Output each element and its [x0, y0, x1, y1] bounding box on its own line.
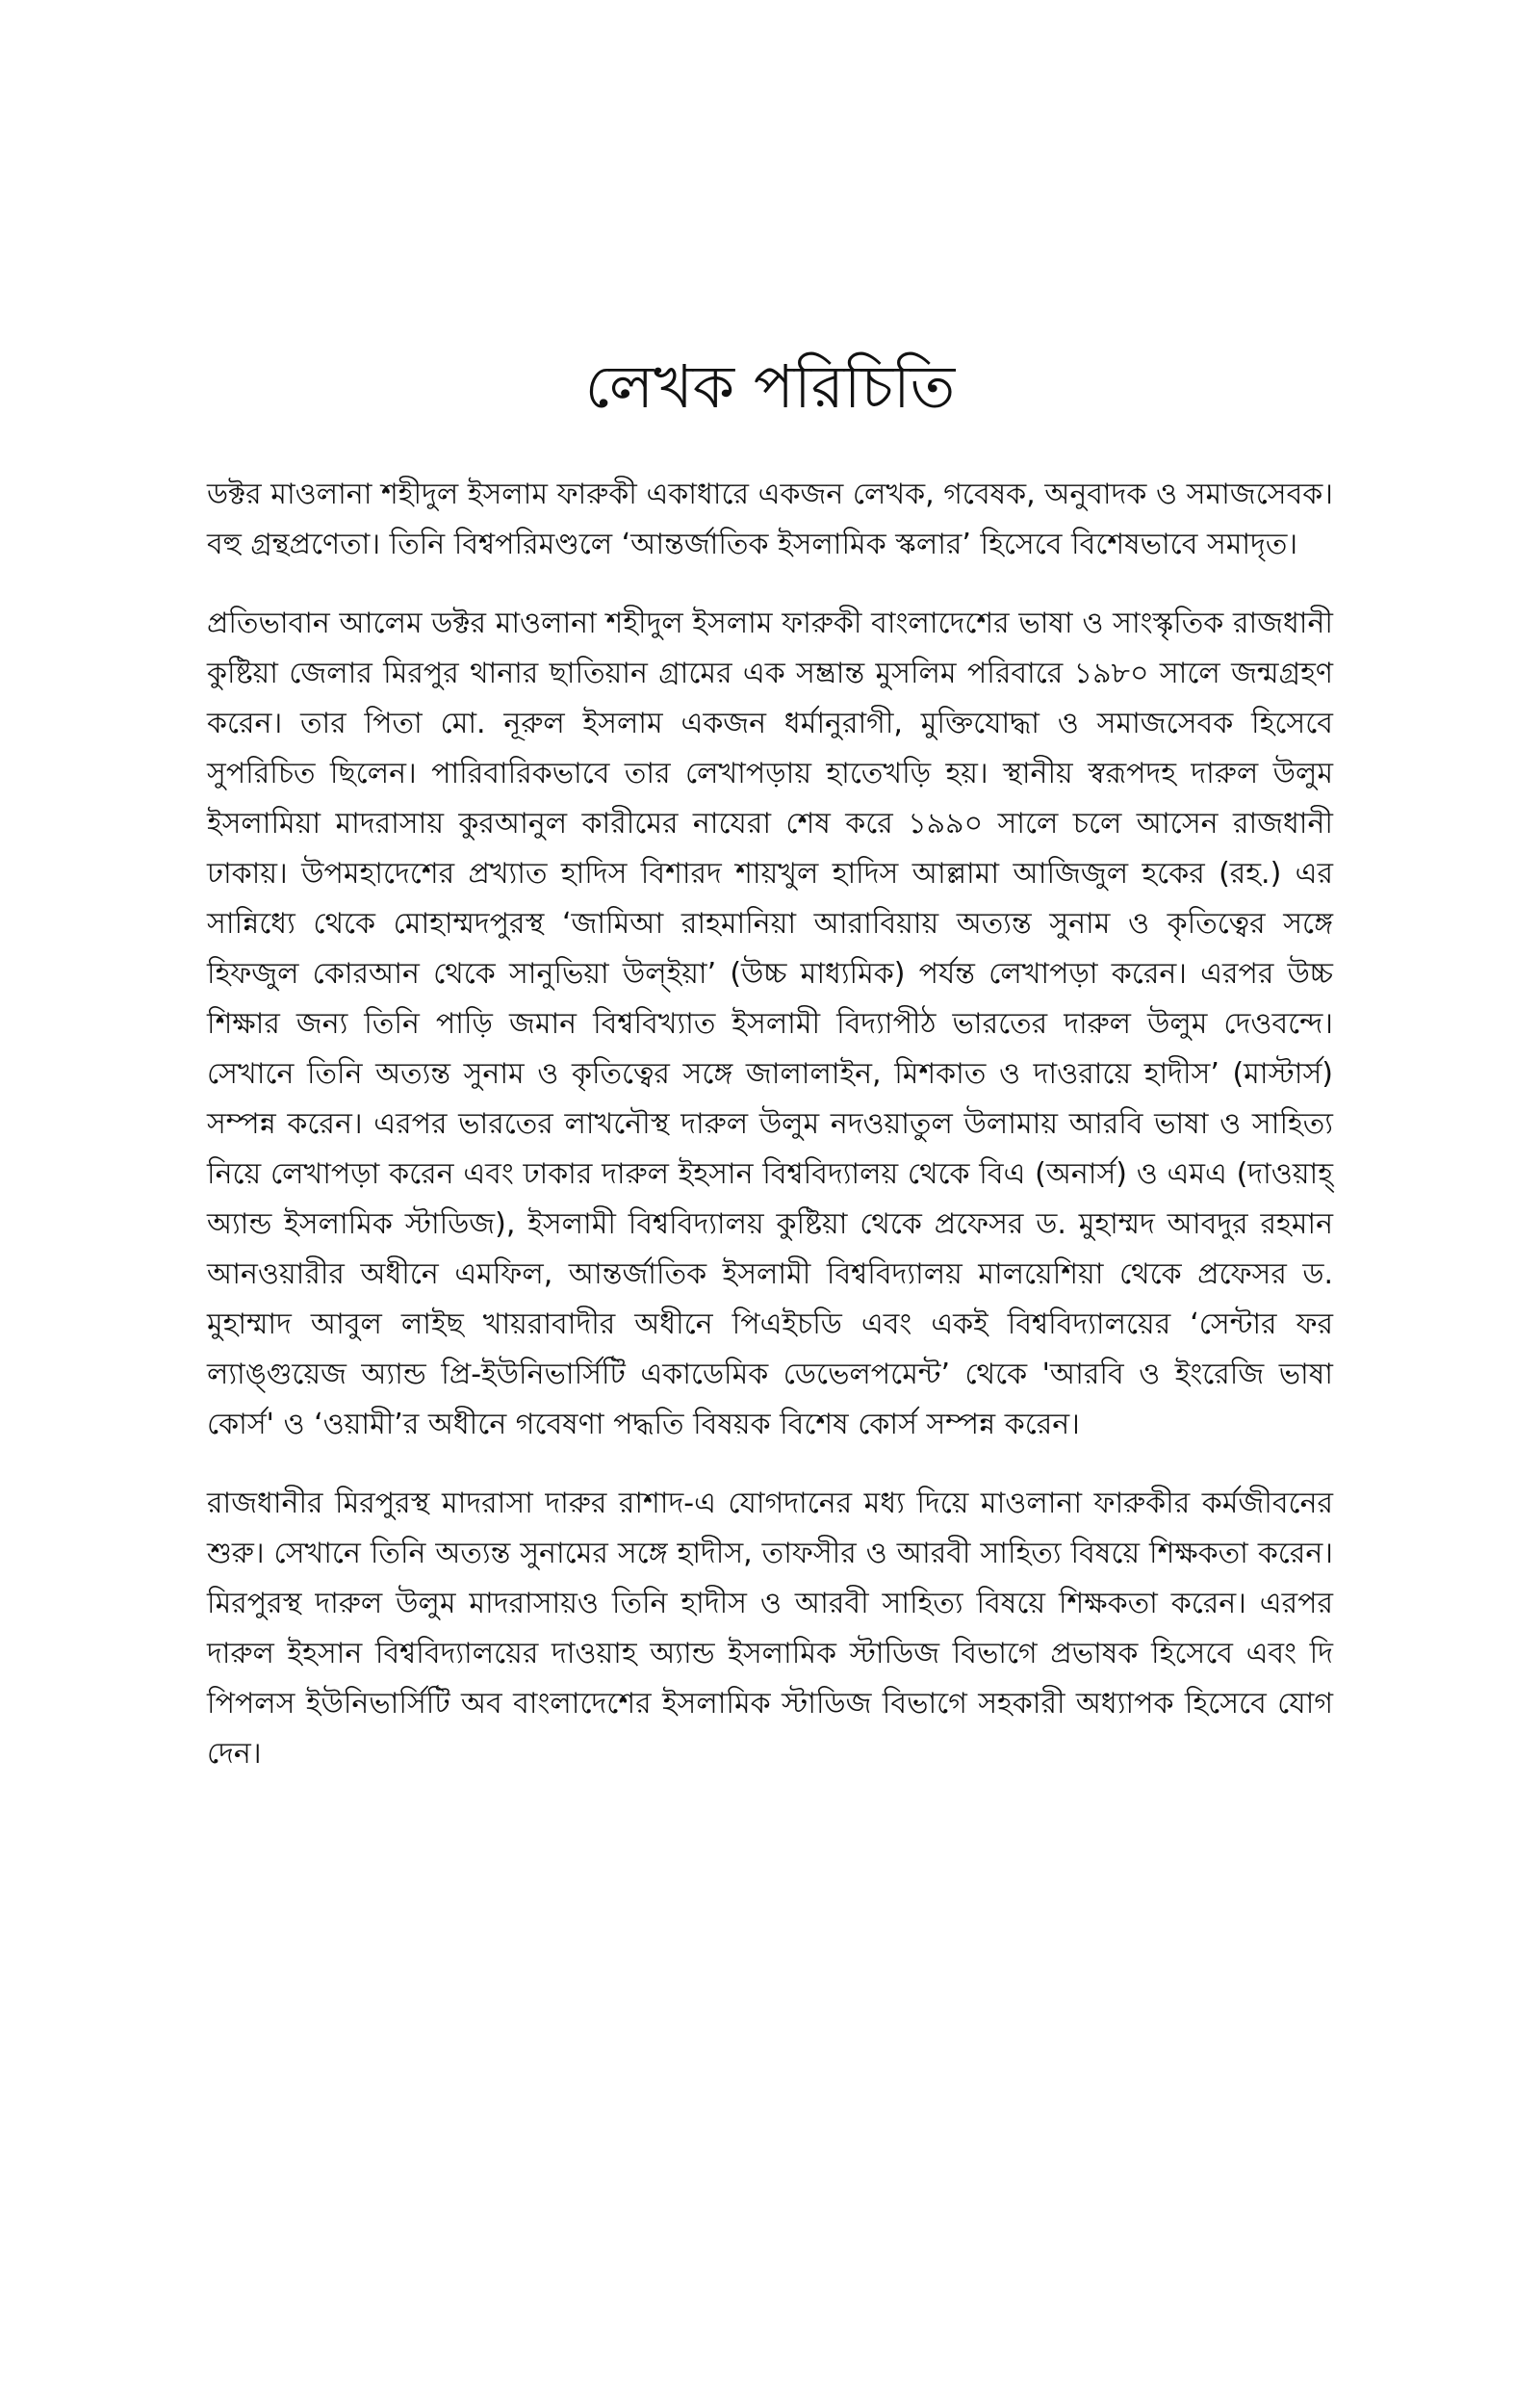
body-text [207, 470, 1333, 1808]
paragraph-intro: ডক্টর মাওলানা শহীদুল ইসলাম ফারুকী একাধারে একজন লেখক, গবেষক, অনুবাদক ও সমাজসেবক। বহু গ্রন্থপ্রণেতা। তিনি বিশ্বপরিমণ্ডলে ‘আন্তর্জাতিক ইসলামিক স্কলার’ হিসেবে বিশেষভাবে সমাদৃত। [207, 478, 1333, 561]
page-title: লেখক পরিচিতি [584, 351, 956, 422]
paragraph-education: প্রতিভাবান আলেম ডক্টর মাওলানা শহীদুল ইসলাম ফারুকী বাংলাদেশের ভাষা ও সাংস্কৃতিক রাজধানী কুষ্টিয়া জেলার মিরপুর থানার ছাতিয়ান গ্রামের এক সম্ভ্রান্ত মুসলিম পরিবারে ১৯৮০ সালে জন্মগ্রহণ করেন। তার পিতা মো. নূরুল ইসলাম একজন ধর্মানুরাগী, মুক্তিযোদ্ধা ও সমাজসেবক হিসেবে সুপরিচিত ছিলেন। পারিবারিকভাবে তার লেখাপড়ায় হাতেখড়ি হয়। স্থানীয় স্বরূপদহ দারুল উলুম ইসলামিয়া মাদরাসায় কুরআনুল কারীমের নাযেরা শেষ করে ১৯৯০ সালে চলে আসেন রাজধানী ঢাকায়। উপমহাদেশের প্রখ্যাত হাদিস বিশারদ শায়খুল হাদিস আল্লামা আজিজুল হকের (রহ.) এর সান্নিধ্যে থেকে মোহাম্মদপুরস্থ ‘জামিআ রাহমানিয়া আরাবিয়ায় অত্যন্ত সুনাম ও কৃতিত্বের সঙ্গে হিফজুল কোরআন থেকে সানুভিয়া উল্ইয়া’ (উচ্চ মাধ্যমিক) পর্যন্ত লেখাপড়া করেন। এরপর উচ্চ শিক্ষার জন্য তিনি পাড়ি জমান বিশ্ববিখ্যাত ইসলামী বিদ্যাপীঠ ভারতের দারুল উলুম দেওবন্দে। সেখানে তিনি অত্যন্ত সুনাম ও কৃতিত্বের সঙ্গে জালালাইন, মিশকাত ও দাওরায়ে হাদীস’ (মাস্টার্স) সম্পন্ন করেন। এরপর ভারতের লাখনৌস্থ দারুল উলুম নদওয়াতুল উলামায় আরবি ভাষা ও সাহিত্য নিয়ে লেখাপড়া করেন এবং ঢাকার দারুল ইহসান বিশ্ববিদ্যালয় থেকে বিএ (অনার্স) ও এমএ (দাওয়াহ্ অ্যান্ড ইসলামিক স্টাডিজ), ইসলামী বিশ্ববিদ্যালয় কুষ্টিয়া থেকে প্রফেসর ড. মুহাম্মদ আবদুর রহমান আনওয়ারীর অধীনে এমফিল, আন্তর্জাতিক ইসলামী বিশ্ববিদ্যালয় মালয়েশিয়া থেকে প্রফেসর ড. মুহাম্মাদ আবুল লাইছ খায়রাবাদীর অধীনে পিএইচডি এবং একই বিশ্ববিদ্যালয়ের ‘সেন্টার ফর ল্যাঙ্গুয়েজ অ্যান্ড প্রি-ইউনিভার্সিটি একাডেমিক ডেভেলপমেন্ট’ থেকে 'আরবি ও ইংরেজি ভাষা কোর্স' ও ‘ওয়ামী’র অধীনে গবেষণা পদ্ধতি বিষয়ক বিশেষ কোর্স সম্পন্ন করেন। [207, 607, 1333, 1441]
paragraph-career: রাজধানীর মিরপুরস্থ মাদরাসা দারুর রাশাদ-এ যোগদানের মধ্য দিয়ে মাওলানা ফারুকীর কর্মজীবনের শুরু। সেখানে তিনি অত্যন্ত সুনামের সঙ্গে হাদীস, তাফসীর ও আরবী সাহিত্য বিষয়ে শিক্ষকতা করেন। মিরপুরস্থ দারুল উলুম মাদরাসায়ও তিনি হাদীস ও আরবী সাহিত্য বিষয়ে শিক্ষকতা করেন। এরপর দারুল ইহসান বিশ্ববিদ্যালয়ের দাওয়াহ অ্যান্ড ইসলামিক স্টাডিজ বিভাগে প্রভাষক হিসেবে এবং দি পিপলস ইউনিভার্সিটি অব বাংলাদেশের ইসলামিক স্টাডিজ বিভাগে সহকারী অধ্যাপক হিসেবে যোগ দেন। [207, 1487, 1333, 1771]
